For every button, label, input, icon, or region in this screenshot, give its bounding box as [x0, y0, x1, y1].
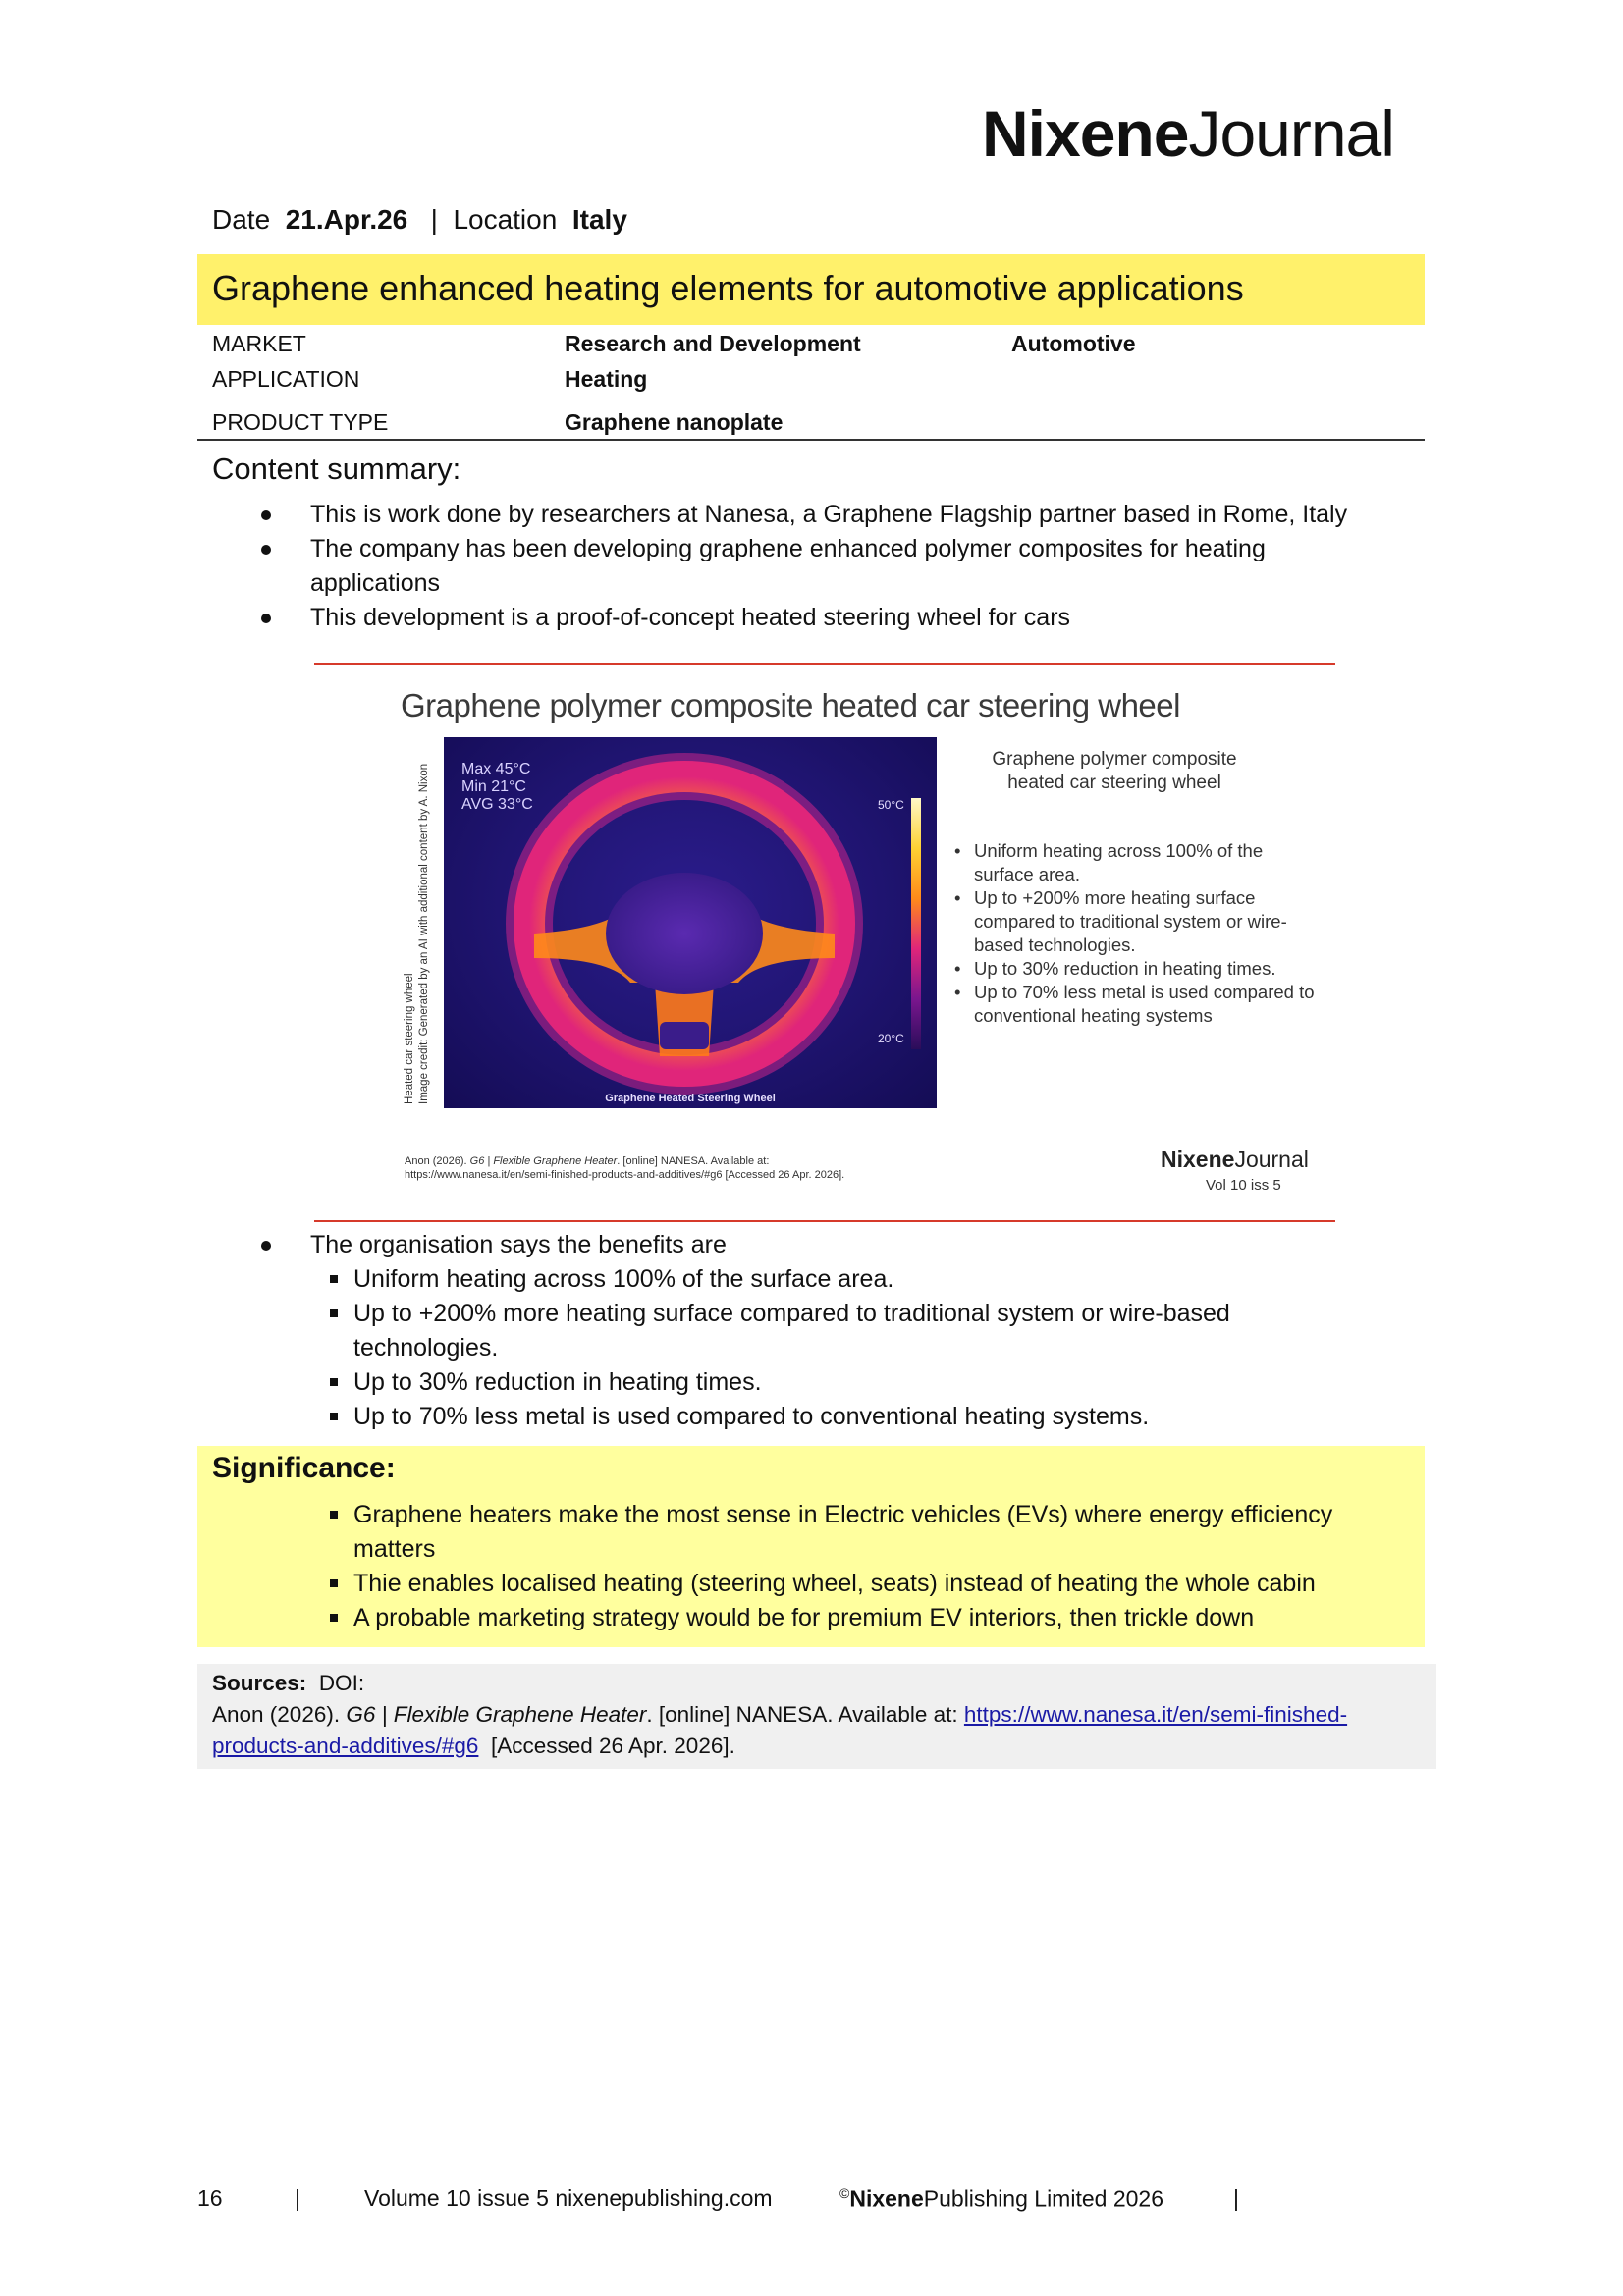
logo-bold: Nixene: [982, 97, 1189, 170]
sources: [212, 1668, 1420, 1762]
ref-accessed: [Accessed 26 Apr. 2026].: [490, 1734, 735, 1758]
figure-logo-bold: Nixene: [1161, 1147, 1235, 1172]
footer-divider: |: [295, 2185, 300, 2211]
product-type-label: PRODUCT TYPE: [212, 409, 389, 435]
footer-publisher-rest: Publishing Limited 2026: [923, 2185, 1163, 2212]
figure-vertical-credit: [403, 764, 432, 1104]
date-value: 21.Apr.26: [285, 204, 408, 235]
benefits-sublist: [308, 1262, 1290, 1434]
copyright-symbol: ©: [839, 2185, 850, 2201]
summary-bullet: The company has been developing graphene enhanced polymer composites for heating applications: [255, 532, 1365, 601]
significance-item: Thie enables localised heating (steering wheel, seats) instead of heating the whole cabin: [308, 1567, 1398, 1601]
stat-max: Max 45°C: [461, 761, 531, 777]
summary-bullet: This development is a proof-of-concept heated steering wheel for cars: [255, 601, 1365, 635]
significance-list: [308, 1498, 1398, 1635]
article-title: Graphene enhanced heating elements for automotive applications: [212, 268, 1244, 308]
figure-cite-title: G6 | Flexible Graphene Heater: [469, 1155, 618, 1167]
figure-title: Graphene polymer composite heated car steering wheel: [401, 687, 1180, 723]
vertical-credit-line-2: Heated car steering wheel: [404, 973, 415, 1104]
ref-mid: . [online] NANESA. Available at:: [646, 1702, 958, 1727]
wheel-hub: [606, 873, 763, 994]
figure-volume: Vol 10 iss 5: [1206, 1177, 1281, 1194]
summary-list: [255, 498, 1365, 635]
figure-logo: [1161, 1147, 1309, 1173]
stat-avg: AVG 33°C: [461, 796, 533, 813]
ref-prefix: Anon (2026).: [212, 1702, 341, 1727]
figure-cite-url: https://www.nanesa.it/en/semi-finished-products-and-additives/#g6 [Accessed 26 Apr. 2026].: [405, 1169, 845, 1181]
figure-side-title: Graphene polymer composite heated car steering wheel: [992, 749, 1237, 793]
figure-bottom-rule: [314, 1220, 1335, 1222]
footer-copyright: [839, 2185, 1163, 2213]
figure-side-point: • Up to 70% less metal is used compared to conventional heating systems: [952, 981, 1325, 1028]
footer-divider-end: |: [1233, 2185, 1239, 2211]
sources-label: Sources:: [212, 1671, 307, 1695]
figure-top-rule: [314, 663, 1335, 665]
benefits-list: [255, 1228, 1365, 1262]
significance-item: Graphene heaters make the most sense in Electric vehicles (EVs) where energy efficiency matters: [308, 1498, 1398, 1567]
logo-light: Journal: [1188, 97, 1394, 170]
vertical-credit-line-1: Image credit: Generated by an AI with additional content by A. Nixon: [418, 763, 430, 1104]
thermal-image: [444, 737, 937, 1108]
sources-doi: DOI:: [318, 1671, 365, 1695]
benefits-intro: The organisation says the benefits are: [255, 1228, 1365, 1262]
benefit-item: Up to 30% reduction in heating times.: [308, 1365, 1290, 1400]
figure-side-point: • Up to 30% reduction in heating times.: [952, 957, 1325, 981]
figure-side-list: [952, 839, 1325, 1028]
figure-cite-rest: . [online] NANESA. Available at:: [617, 1155, 770, 1167]
journal-logo: [982, 96, 1394, 171]
temperature-scale-bar: [911, 798, 921, 1049]
summary-heading: Content summary:: [212, 452, 461, 486]
product-type-value: Graphene nanoplate: [565, 409, 784, 435]
thermal-image-caption: Graphene Heated Steering Wheel: [605, 1093, 776, 1104]
application-value: Heating: [565, 366, 648, 392]
meta-row-product-type: [197, 409, 1425, 439]
figure-side-point: • Up to +200% more heating surface compared to traditional system or wire-based technologies.: [952, 886, 1325, 957]
scale-min-label: 20°C: [878, 1032, 904, 1045]
market-value-secondary: Automotive: [1011, 331, 1136, 356]
benefit-item: Up to 70% less metal is used compared to conventional heating systems.: [308, 1400, 1290, 1434]
meta-divider: [197, 439, 1425, 441]
benefit-item: Up to +200% more heating surface compared to traditional system or wire-based technologies.: [308, 1297, 1290, 1365]
page-number: 16: [197, 2185, 223, 2211]
dateline: [212, 204, 627, 236]
footer-volume: Volume 10 issue 5 nixenepublishing.com: [364, 2185, 773, 2211]
footer-publisher-bold: Nixene: [849, 2185, 924, 2212]
market-value: Research and Development: [565, 331, 861, 356]
thermal-stats: [461, 761, 533, 814]
location-label: Location: [453, 204, 558, 235]
significance-item: A probable marketing strategy would be for premium EV interiors, then trickle down: [308, 1601, 1398, 1635]
figure-side-point: • Uniform heating across 100% of the surface area.: [952, 839, 1325, 886]
figure-citation: [405, 1154, 844, 1182]
wheel-lower-cutout: [660, 1022, 709, 1049]
scale-max-label: 50°C: [878, 798, 904, 812]
stat-min: Min 21°C: [461, 778, 526, 795]
date-label: Date: [212, 204, 271, 235]
figure-logo-light: Journal: [1234, 1147, 1309, 1172]
meta-row-market: [197, 331, 1425, 360]
location-value: Italy: [571, 204, 627, 235]
article-title-bar: [197, 254, 1425, 325]
meta-row-application: [197, 366, 1425, 396]
application-label: APPLICATION: [212, 366, 360, 392]
market-label: MARKET: [212, 331, 306, 356]
ref-title: G6 | Flexible Graphene Heater: [346, 1702, 647, 1727]
source-link[interactable]: https://www.nanesa.it/en/semi-finished-products-and-additives/#g6: [212, 1702, 1348, 1758]
significance-heading: Significance:: [212, 1452, 396, 1484]
summary-bullet: This is work done by researchers at Nanesa, a Graphene Flagship partner based in Rome, Italy: [255, 498, 1365, 532]
figure-cite-prefix: Anon (2026).: [405, 1155, 467, 1167]
benefit-item: Uniform heating across 100% of the surface area.: [308, 1262, 1290, 1297]
date-separator: |: [430, 204, 438, 235]
